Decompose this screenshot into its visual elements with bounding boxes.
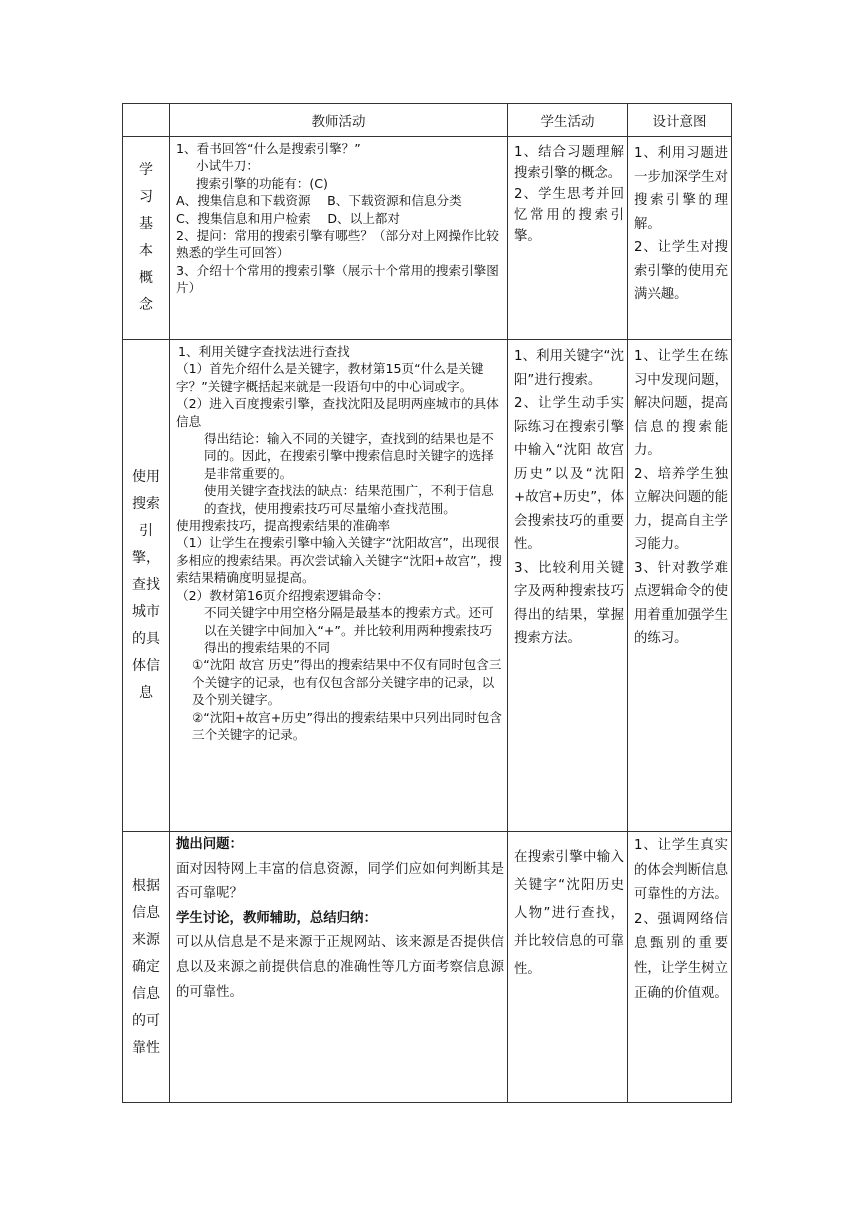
teacher-item: 使用搜索技巧，提高搜索结果的准确率 — [176, 518, 391, 534]
teacher-item: 2、提问：常用的搜索引擎有哪些？（部分对上网操作比较熟悉的学生可回答） — [176, 228, 499, 261]
student-item: 在搜索引擎中输入关键字“沈阳历史人物”进行查找，并比较信息的可靠性。 — [514, 850, 624, 977]
lesson-plan-table — [122, 103, 732, 1103]
intent-item: 2、培养学生独立解决问题的能力，提高自主学习能力。 — [634, 466, 728, 552]
teacher-item: 学生讨论，教师辅助，总结归纳： — [176, 910, 377, 926]
intent-item: 3、针对教学难点逻辑命令的使用着重加强学生的练习。 — [634, 560, 728, 646]
teacher-item: ②“沈阳+故宫+历史”得出的搜索结果中只列出同时包含三个关键字的记录。 — [192, 709, 502, 742]
teacher-item: ①“沈阳 故宫 历史”得出的搜索结果中不仅有同时包含三个关键字的记录，也有仅包含部分关键字串的记录，以及个别关键字。 — [192, 657, 502, 708]
intent-item: 2、强调网络信息甄别的重要性，让学生树立正确的价值观。 — [634, 911, 728, 1001]
student-activity-cell — [508, 137, 628, 340]
teacher-item: （2）教材第16页介绍搜索逻辑命令： — [176, 587, 389, 603]
table-row — [123, 340, 732, 832]
teacher-item: 得出结论：输入不同的关键字，查找到的结果也是不同的。因此，在搜索引擎中搜索信息时关键字的选择是非常重要的。 — [204, 431, 494, 481]
design-intent-cell — [628, 832, 732, 1103]
header-row — [123, 104, 732, 137]
design-intent-cell — [628, 340, 732, 832]
row-label: 根据信息来源确定信息的可靠性 — [132, 877, 160, 1056]
row-label: 学习基本概念 — [139, 162, 153, 313]
header-design-intent: 设计意图 — [628, 104, 732, 137]
teacher-activity-cell — [170, 832, 508, 1103]
student-item: 2、学生思考并回忆常用的搜索引擎。 — [514, 187, 624, 244]
teacher-item: （1）让学生在搜索引擎中输入关键字“沈阳故宫”，出现很多相应的搜索结果。再次尝试输入关键字“沈阳+故宫”，搜索结果精确度明显提高。 — [176, 535, 502, 586]
teacher-item: 可以从信息是不是来源于正规网站、该来源是否提供信息以及来源之前提供信息的准确性等几方面考察信息源的可靠性。 — [176, 935, 504, 1000]
intent-item: 2、让学生对搜索引擎的使用充满兴趣。 — [634, 240, 728, 302]
header-teacher-activity: 教师活动 — [170, 104, 508, 137]
student-item: 1、利用关键字“沈阳”进行搜索。 — [514, 349, 624, 388]
student-item: 2、让学生动手实际练习在搜索引擎中输入“沈阳 故宫历史”以及“沈阳+故宫+历史”，体会搜索技巧的重要性。 — [514, 396, 624, 552]
teacher-item: 不同关键字中用空格分隔是最基本的搜索方式。还可以在关键字中间加入“+”。并比较利用两种搜索技巧得出的搜索结果的不同 — [204, 605, 494, 655]
teacher-activity-cell — [170, 340, 508, 832]
teacher-activity-cell — [170, 137, 508, 340]
table-row — [123, 832, 732, 1103]
row-label-cell — [123, 340, 170, 832]
teacher-item: C、搜集信息和用户检索 D、以上都对 — [176, 210, 400, 226]
row-label-cell — [123, 832, 170, 1103]
teacher-item: 抛出问题： — [176, 837, 243, 852]
teacher-item: （1）首先介绍什么是关键字，教材第15页“什么是关键字？”关键字概括起来就是一段语句中的中心词或字。 — [176, 361, 484, 394]
student-activity-cell — [508, 340, 628, 832]
teacher-item: 1、看书回答“什么是搜索引擎？” — [176, 141, 361, 156]
intent-item: 1、利用习题进一步加深学生对搜索引擎的理解。 — [634, 146, 728, 232]
row-label-cell — [123, 137, 170, 340]
intent-item: 1、让学生在练习中发现问题，解决问题，提高信息的搜索能力。 — [634, 349, 728, 458]
table-row — [123, 137, 732, 340]
teacher-item: A、搜集信息和下载资源 B、下载资源和信息分类 — [176, 193, 462, 209]
teacher-item: 小试牛刀： — [196, 158, 259, 174]
design-intent-cell — [628, 137, 732, 340]
intent-item: 1、让学生真实的体会判断信息可靠性的方法。 — [634, 838, 728, 903]
row-label: 使用搜索引擎，查找城市的具体信息 — [132, 469, 160, 701]
student-item: 1、结合习题理解搜索引擎的概念。 — [514, 145, 624, 181]
header-empty-cell — [123, 104, 170, 137]
student-item: 3、比较利用关键字及两种搜索技巧得出的结果，掌握搜索方法。 — [514, 560, 624, 646]
teacher-item: 使用关键字查找法的缺点：结果范围广，不利于信息的查找，使用搜索技巧可尽量缩小查找范围。 — [204, 483, 494, 516]
teacher-item: 搜索引擎的功能有：(C) — [196, 175, 328, 191]
teacher-item: 面对因特网上丰富的信息资源，同学们应如何判断其是否可靠呢？ — [176, 861, 504, 902]
teacher-item: （2）进入百度搜索引擎，查找沈阳及昆明两座城市的具体信息 — [176, 396, 499, 429]
student-activity-cell — [508, 832, 628, 1103]
teacher-item: 3、介绍十个常用的搜索引擎（展示十个常用的搜索引擎图片） — [176, 262, 499, 296]
teacher-item: 1、利用关键字查找法进行查找 — [178, 344, 350, 359]
header-student-activity: 学生活动 — [508, 104, 628, 137]
